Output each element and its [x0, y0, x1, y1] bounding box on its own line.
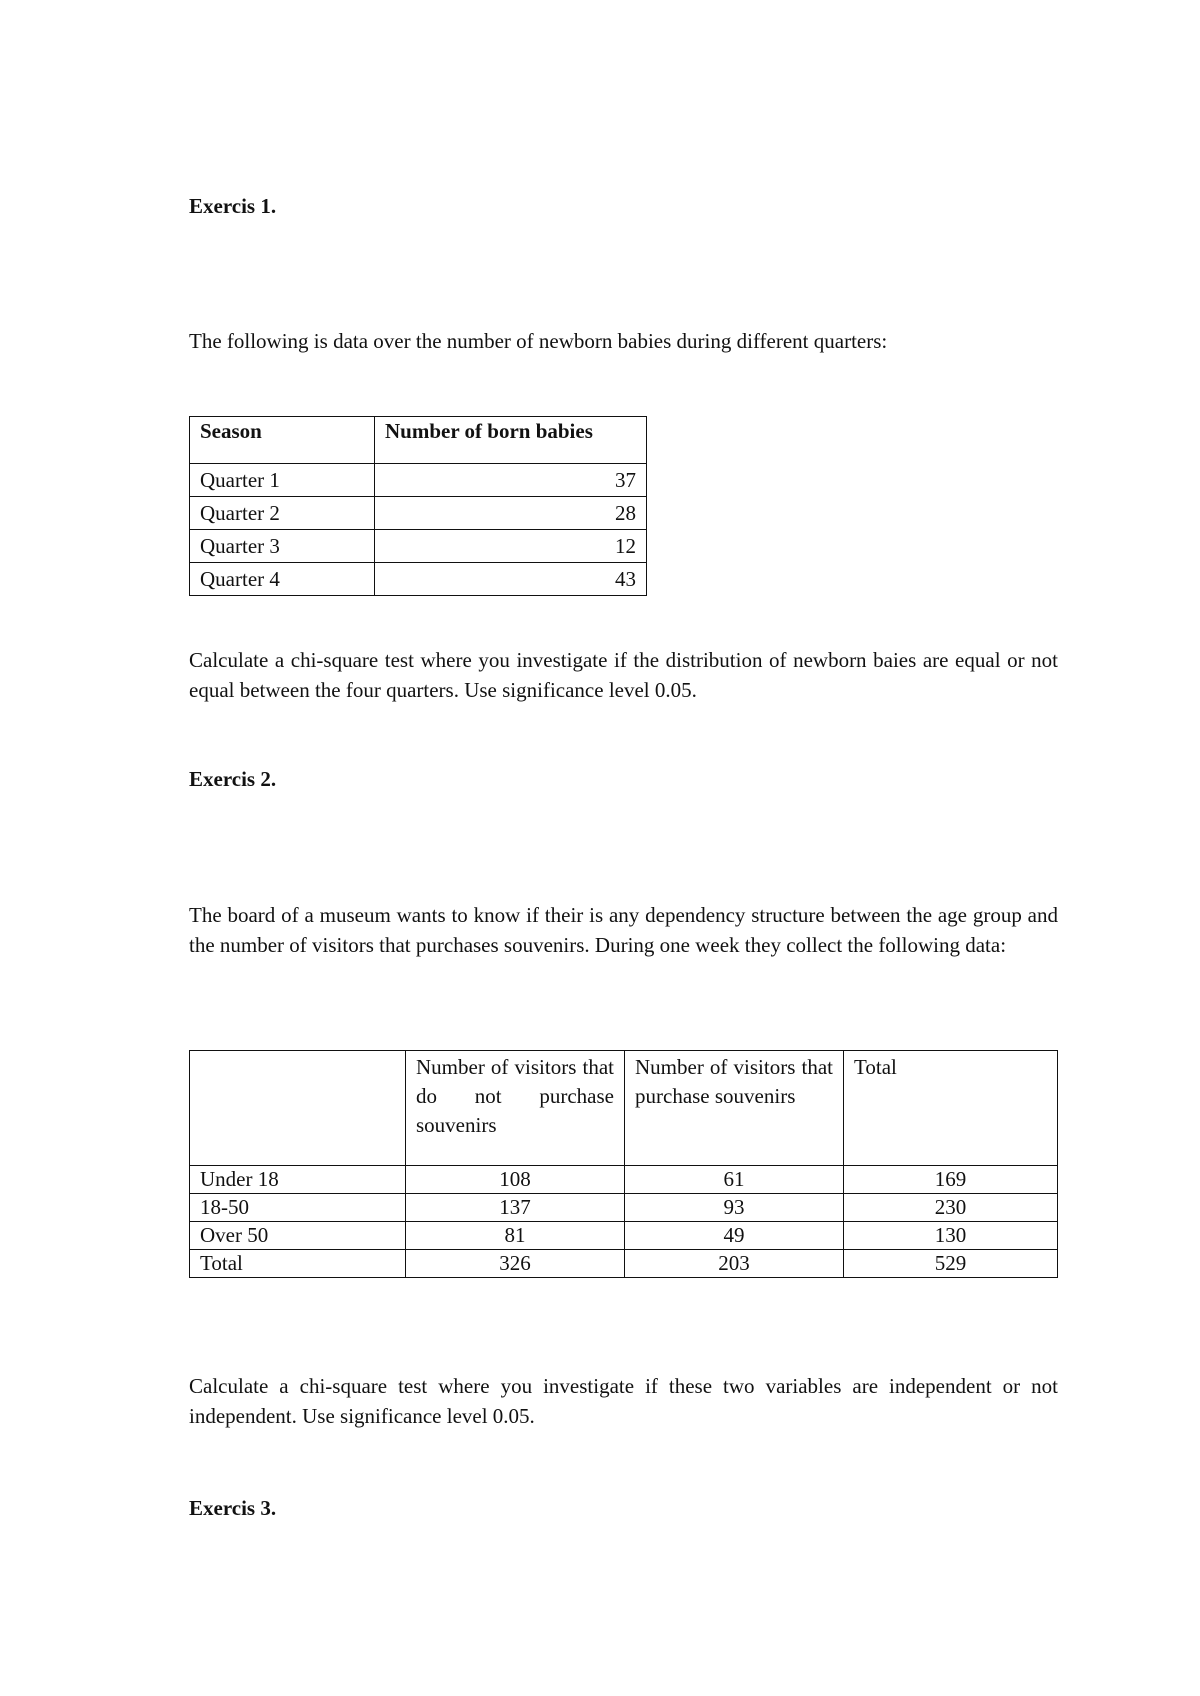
season-cell: Quarter 4	[190, 563, 375, 596]
total-cell: 529	[844, 1250, 1058, 1278]
exercise1-intro: The following is data over the number of newborn babies during different quarters:	[189, 329, 888, 353]
count-cell: 43	[375, 563, 647, 596]
purchase-cell: 93	[625, 1194, 844, 1222]
table-row	[190, 563, 647, 596]
no-purchase-cell: 81	[406, 1222, 625, 1250]
museum-visitors-table	[189, 1050, 1058, 1278]
exercise2-question: Calculate a chi-square test where you investigate if these two variables are independent or not independent. Use significance level 0.05.	[189, 1374, 1058, 1428]
no-purchase-header: Number of visitors that do not purchase souvenirs	[406, 1051, 625, 1166]
season-cell: Quarter 1	[190, 464, 375, 497]
total-cell: 169	[844, 1166, 1058, 1194]
age-group-cell: Total	[190, 1250, 406, 1278]
exercise2-heading: Exercis 2.	[189, 767, 277, 791]
exercise2-intro: The board of a museum wants to know if their is any dependency structure between the age group and the number of visitors that purchases souvenirs. During one week they collect the following data:	[189, 903, 1058, 957]
age-group-cell: 18-50	[190, 1194, 406, 1222]
newborn-babies-table	[189, 416, 647, 596]
age-group-header	[190, 1051, 406, 1166]
table-row	[190, 1194, 1058, 1222]
no-purchase-cell: 326	[406, 1250, 625, 1278]
purchase-cell: 203	[625, 1250, 844, 1278]
age-group-cell: Under 18	[190, 1166, 406, 1194]
age-group-cell: Over 50	[190, 1222, 406, 1250]
table-row	[190, 1166, 1058, 1194]
table-header-row	[190, 1051, 1058, 1166]
no-purchase-cell: 137	[406, 1194, 625, 1222]
exercise1-question: Calculate a chi-square test where you investigate if the distribution of newborn baies are equal or not equal between the four quarters. Use significance level 0.05.	[189, 648, 1058, 702]
no-purchase-cell: 108	[406, 1166, 625, 1194]
exercise3-heading: Exercis 3.	[189, 1496, 277, 1520]
exercise1-heading: Exercis 1.	[189, 194, 277, 218]
purchase-header: Number of visitors that purchase souvenirs	[625, 1051, 844, 1166]
table-header-row	[190, 417, 647, 464]
table-row	[190, 530, 647, 563]
total-cell: 130	[844, 1222, 1058, 1250]
total-cell: 230	[844, 1194, 1058, 1222]
table-row	[190, 1222, 1058, 1250]
purchase-cell: 49	[625, 1222, 844, 1250]
count-cell: 37	[375, 464, 647, 497]
season-cell: Quarter 3	[190, 530, 375, 563]
table-row	[190, 464, 647, 497]
table-row	[190, 497, 647, 530]
count-cell: 28	[375, 497, 647, 530]
season-cell: Quarter 2	[190, 497, 375, 530]
count-cell: 12	[375, 530, 647, 563]
total-header: Total	[844, 1051, 1058, 1166]
season-header: Season	[190, 417, 375, 464]
table-row	[190, 1250, 1058, 1278]
purchase-cell: 61	[625, 1166, 844, 1194]
born-babies-header: Number of born babies	[375, 417, 647, 464]
